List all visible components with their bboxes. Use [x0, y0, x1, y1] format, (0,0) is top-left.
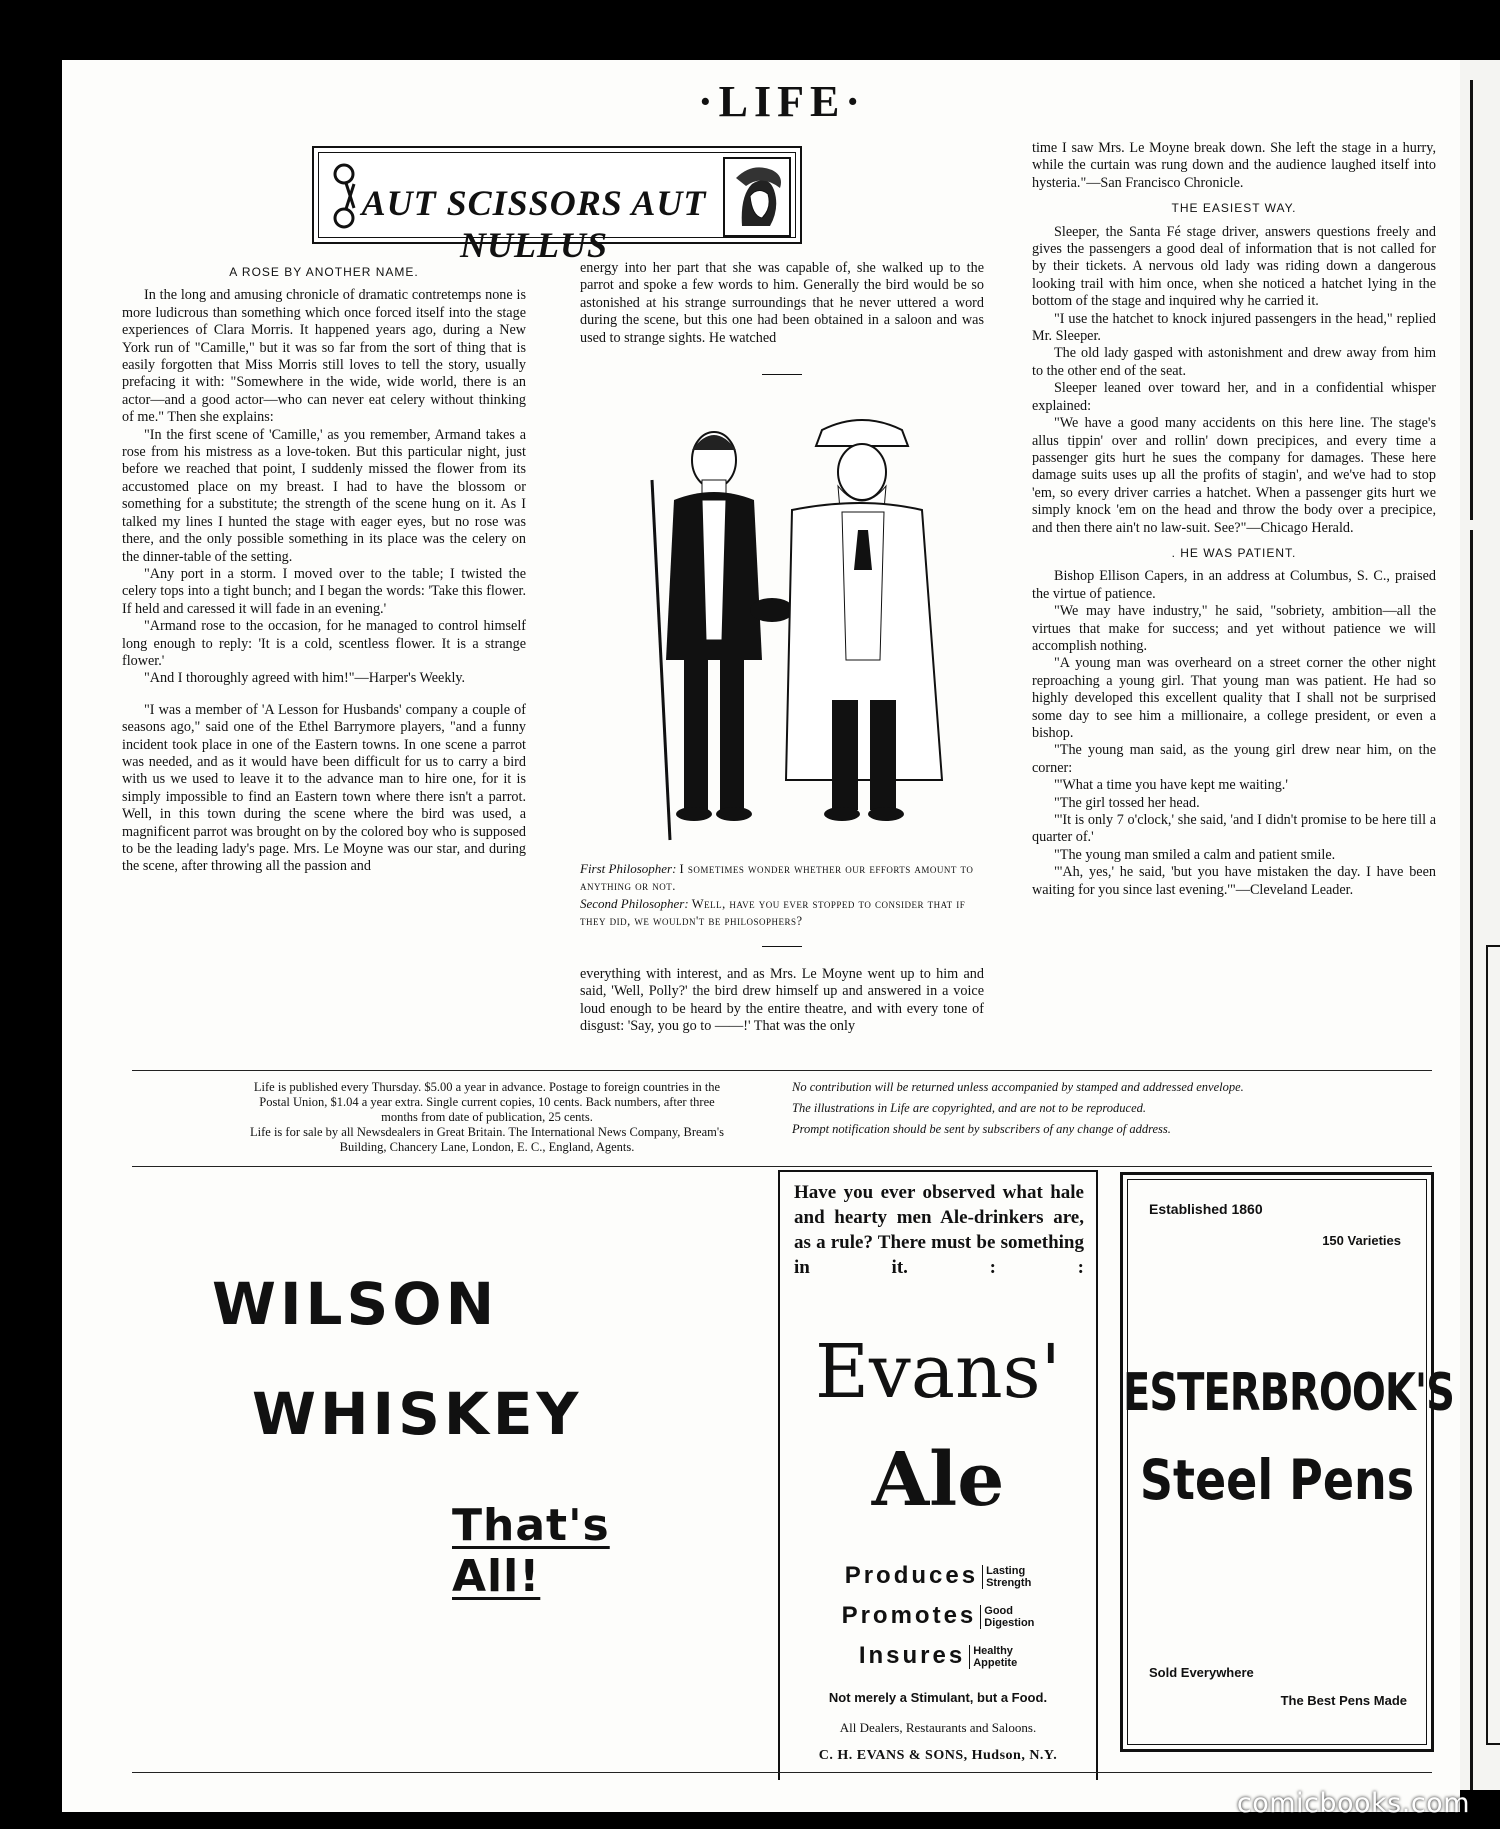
divider — [762, 374, 802, 375]
heading-patient: . HE WAS PATIENT. — [1171, 545, 1297, 560]
paragraph: Sleeper, the Santa Fé stage driver, answers questions freely and gives the passengers a good deal of information that is not called for by their tickets. A nervous old lady was riding down a dangerous looking trail with him once, when she noticed a hatchet lying in the bottom of the stage and inquired why he carried it. — [1032, 223, 1436, 310]
paragraph: Bishop Ellison Capers, in an address at Columbus, S. C., praised the virtue of patience. — [1032, 568, 1436, 602]
column-banner — [312, 146, 802, 265]
column-left — [122, 256, 526, 876]
paragraph: "I use the hatchet to knock injured passengers in the head," replied Mr. Sleeper. — [1032, 310, 1436, 345]
watermark: comicbooks.com — [1236, 1788, 1470, 1819]
ad-evans-tagline: Not merely a Stimulant, but a Food. — [828, 1690, 1048, 1705]
paragraph: "'What a time you have kept me waiting.' — [1054, 777, 1288, 794]
ad-evans-brand: Evans' — [815, 1329, 1061, 1415]
paragraph: "Any port in a storm. I moved over to the table; I twisted the celery tops into a tight bunch; and I began the words: 'Take this flower. If held and caressed it will fade in an evening.' — [122, 565, 526, 617]
ad-wilson-slogan: That's All! — [452, 1500, 610, 1602]
esterbrook-pens-ad — [1120, 1172, 1454, 1752]
paragraph: "'It is only 7 o'clock,' she said, 'and I didn't promise to be here till a quarter of.' — [1032, 812, 1436, 846]
paragraph: "In the first scene of 'Camille,' as you remember, Armand takes a rose from his mistress as a love-token. But this particular night, just before we reached that point, I suddenly missed the flower from its accustomed place on my breast. I had to have the blossom or something for a substitute; the strength of the scene hung on it. As I talked my lines I hunted the stage with eager eyes, but no rose was there, and the only possible something in its place was the celery on the dinner-table of the setting. — [122, 426, 526, 565]
heading-easiest-way: THE EASIEST WAY. — [1171, 201, 1297, 216]
edge-rule — [1470, 530, 1473, 1790]
ad-ester-brand: ESTERBROOK'S — [1123, 1363, 1454, 1423]
column-middle-top — [580, 260, 984, 347]
masthead-title: ·LIFE· — [697, 77, 867, 126]
rule-middle — [132, 1166, 1432, 1167]
notice-line: No contribution will be returned unless accompanied by stamped and addressed envelope. — [792, 1080, 1244, 1094]
paragraph: "And I thoroughly agreed with him!"—Harper's Weekly. — [144, 670, 466, 687]
notice-line: Life is published every Thursday. $5.00 a year in advance. Postage to foreign countries in the Postal Union, $1.04 a year extra. Single current copies, 10 cents. Back numbers, after three months from date of publication, 25 cents. — [253, 1080, 721, 1124]
speaker-second: Second Philosopher: — [580, 896, 689, 911]
caption-line-second: Well, have you ever stopped to consider that if they did, we wouldn't be philosophers? — [580, 897, 966, 928]
notice-line: Life is for sale by all Newsdealers in Great Britain. The International News Company, Bream's Building, Chancery Lane, London, E. C., England, Agents. — [250, 1125, 724, 1154]
ad-wilson-line2: WHISKEY — [252, 1380, 583, 1448]
paragraph: "'Ah, yes,' he said, 'but you have mistaken the day. I have been waiting for you since last evening.'"—Cleveland Leader. — [1032, 864, 1436, 898]
ad-ester-best: The Best Pens Made — [1280, 1693, 1407, 1708]
notice-line: Prompt notification should be sent by subscribers of any change of address. — [792, 1122, 1171, 1136]
ad-evans-intro: Have you ever observed what hale and hearty men Ale-drinkers are, as a rule? There must be something in it. : : — [794, 1182, 1084, 1278]
cartoon-philosophers — [622, 400, 982, 890]
notice-line: The illustrations in Life are copyrighted, and are not to be reproduced. — [792, 1101, 1147, 1115]
paragraph: energy into her part that she was capable of, she walked up to the parrot and spoke a few words to him. Generally the bird would be so astonished at his strange surroundings that he never uttered a word during the scene, but this one had been obtained in a saloon and was used to strange sights. He watched — [580, 260, 984, 346]
ad-wilson-line1: WILSON — [212, 1270, 499, 1338]
column-middle-bottom — [580, 966, 984, 1036]
lady-portrait-icon — [722, 156, 792, 238]
paragraph: "The girl tossed her head. — [1054, 794, 1200, 811]
banner-title: AUT SCISSORS AUT NULLUS — [361, 183, 707, 265]
paragraph: "Armand rose to the occasion, for he managed to control himself long enough to reply: 'It is a cold, scentless flower. It is a strange flower.' — [122, 618, 526, 669]
paragraph: "We may have industry," he said, "sobriety, ambition—all the virtues that make for success; and yet without patience we will accomplish nothing. — [1032, 603, 1436, 654]
rule-top — [132, 1070, 1432, 1071]
heading-rose: A ROSE BY ANOTHER NAME. — [229, 265, 419, 279]
ad-ester-sold: Sold Everywhere — [1149, 1665, 1254, 1680]
editorial-notice — [792, 1080, 1352, 1143]
ad-ester-varieties: 150 Varieties — [1322, 1233, 1401, 1248]
ad-evans-insures: Insures Healthy Appetite — [858, 1642, 1018, 1669]
ad-ester-product: Steel Pens — [1139, 1447, 1415, 1513]
paragraph: "We have a good many accidents on this here line. The stage's allus tippin' over and rollin' down precipices, and every time a passenger gits hurt he sues the company for damages. These here damage suits uses up all the profits of stagin', and we've had to stop 'em, so every driver carries a hatchet. When a passenger gits hurt we simply knock 'em on the head and throw the body over a precipice, and then there ain't no law-suit. See?"—Chicago Herald. — [1032, 415, 1436, 536]
column-right — [1032, 140, 1436, 899]
edge-box — [1486, 945, 1500, 1745]
edge-rule — [1470, 80, 1473, 520]
ad-evans-produces: Produces Lasting Strength — [844, 1562, 1032, 1589]
ad-evans-maker: C. H. EVANS & SONS, Hudson, N.Y. — [818, 1748, 1058, 1763]
ad-evans-product: Ale — [871, 1437, 1005, 1523]
magazine-page — [62, 60, 1460, 1812]
ad-evans-dealers: All Dealers, Restaurants and Saloons. — [839, 1720, 1037, 1735]
cartoon-caption — [580, 860, 984, 930]
ad-ester-established: Established 1860 — [1149, 1201, 1263, 1217]
publication-notice — [242, 1080, 732, 1155]
paragraph: "The young man said, as the young girl drew near him, on the corner: — [1032, 742, 1436, 776]
paragraph: Sleeper leaned over toward her, and in a confidential whisper explained: — [1032, 380, 1436, 414]
adjacent-page-edge — [1460, 60, 1500, 1790]
paragraph: "The young man smiled a calm and patient smile. — [1054, 846, 1336, 863]
caption-line-first: I sometimes wonder whether our efforts amount to anything or not. — [580, 862, 974, 893]
paragraph: In the long and amusing chronicle of dramatic contretemps none is more ludicrous than something which once forced itself into the stage experiences of Clara Morris. It happened years ago, during a New York run of "Camille," but it was so far from the sort of thing that is easily forgotten that Miss Morris still loves to tell the story, usually prefacing it with: "Somewhere in the wide, wide world, there is an actor—and a good actor—who can never eat celery without thinking of me." Then she explains: — [122, 287, 526, 426]
rule-bottom — [132, 1772, 1432, 1773]
speaker-first: First Philosopher: — [580, 861, 677, 876]
divider — [762, 946, 802, 947]
ad-evans-promotes: Promotes Good Digestion — [841, 1602, 1035, 1629]
paragraph: "I was a member of 'A Lesson for Husbands' company a couple of seasons ago," said one of the Ethel Barrymore players, "and a funny incident took place in one of the Eastern towns. In one scene a parrot was needed, and as it would have been difficult for us to carry a bird with us we used to leave it to the advance man to hire one, for it is simply impossible to find an Eastern town where there isn't a parrot. Well, in this town during the scene where the bird was used, a magnificent parrot was brought on by the colored boy who is supposed to be the leading lady's page. Mrs. Le Moyne was our star, and during the scene, after throwing all the passion and — [122, 701, 526, 875]
evans-ale-ad — [778, 1170, 1098, 1780]
paragraph: time I saw Mrs. Le Moyne break down. She left the stage in a hurry, while the curtain was rung down and the audience laughed itself into hysteria."—San Francisco Chronicle. — [1032, 140, 1436, 191]
paragraph: The old lady gasped with astonishment and drew away from him to the other end of the seat. — [1032, 345, 1436, 379]
paragraph: everything with interest, and as Mrs. Le Moyne went up to him and said, 'Well, Polly?' the bird drew himself up and answered in a voice loud enough to be heard by the entire theatre, and with every tone of disgust: 'Say, you go to ——!' That was the only — [580, 966, 984, 1035]
paragraph: "A young man was overheard on a street corner the other night reproaching a young girl. That young man was patient. He had so highly developed this excellent quality that I shall not be surprised some day to see him a millionaire, a college president, or even a bishop. — [1032, 655, 1436, 741]
